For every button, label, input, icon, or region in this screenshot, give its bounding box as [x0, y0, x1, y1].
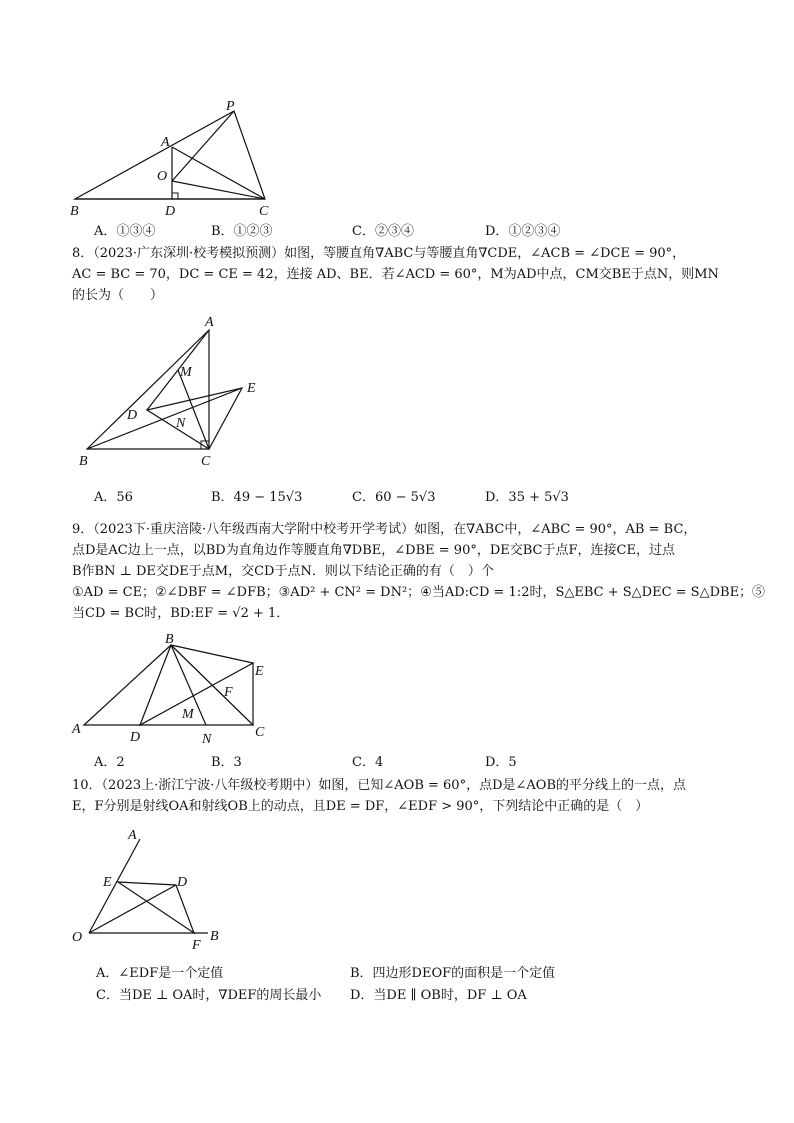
q9-option-c: C．4	[352, 755, 384, 770]
q10-label-o: O	[72, 930, 83, 945]
q8-label-e: E	[247, 381, 256, 396]
q8-label-m: M	[180, 365, 192, 380]
q9-option-d: D．5	[485, 755, 517, 770]
q7-segment-ac	[172, 147, 265, 199]
q9-option-a: A．2	[94, 755, 125, 770]
q10-label-b: B	[210, 929, 219, 944]
q8-option-d: D．35 + 5√3	[485, 490, 569, 505]
q7-label-b: B	[70, 204, 79, 219]
q9-label-e: E	[255, 664, 264, 679]
q7-option-a: A．①③④	[94, 224, 156, 239]
q8-text-line-3: 的长为（ ）	[72, 288, 164, 303]
q9-label-c: C	[255, 725, 265, 740]
q10-label-a: A	[128, 828, 137, 843]
q7-segment-op	[172, 111, 234, 181]
q10-option-b: B．四边形DEOF的面积是一个定值	[350, 966, 556, 981]
q10-label-d: D	[177, 875, 188, 890]
q8-figure	[70, 308, 280, 473]
q7-label-o: O	[157, 169, 168, 184]
q8-label-a: A	[205, 315, 214, 330]
q8-segment-be	[87, 388, 242, 449]
q7-label-d: D	[165, 204, 176, 219]
q9-text-line-5: 当CD = BC时，BD:EF = √2 + 1．	[72, 606, 290, 621]
q8-label-d: D	[127, 408, 138, 423]
q8-option-c: C．60 − 5√3	[352, 490, 436, 505]
q8-label-n: N	[176, 416, 186, 431]
q10-text-line-2: E，F分别是射线OA和射线OB上的动点，且DE = DF，∠EDF > 90°，下列结论中正确的是（ ）	[72, 799, 649, 814]
q9-text-line-4: ①AD = CE；②∠DBF = ∠DFB；③AD² + CN² = DN²；④当AD:CD = 1:2时，S△EBC + S△DEC = S△DBE；⑤	[72, 585, 766, 600]
q9-label-m: M	[182, 707, 194, 722]
q7-option-d: D．①②③④	[485, 224, 561, 239]
q9-figure	[68, 628, 280, 746]
q8-label-c: C	[201, 454, 211, 469]
q10-label-e: E	[103, 875, 112, 890]
q10-option-a: A．∠EDF是一个定值	[96, 966, 224, 981]
q9-label-n: N	[202, 732, 212, 746]
q9-label-f: F	[224, 685, 233, 700]
q9-text-line-3: B作BN ⊥ DE交DE于点M，交CD于点N．则以下结论正确的有（ ）个	[72, 564, 494, 579]
q9-text-line-2: 点D是AC边上一点，以BD为直角边作等腰直角∇DBE，∠DBE = 90°，DE交BC于点F，连接CE，过点	[72, 543, 675, 558]
q10-text-line-1: 10．（2023上·浙江宁波·八年级校考期中）如图，已知∠AOB = 60°，点D是∠AOB的平分线上的一点，点	[72, 778, 686, 793]
q8-segment-cm	[178, 370, 209, 449]
q8-label-b: B	[79, 454, 88, 469]
q7-option-b: B．①②③	[211, 224, 273, 239]
q9-label-a: A	[72, 722, 81, 737]
q10-label-f: F	[192, 938, 201, 952]
q9-triangle-dbe	[140, 645, 253, 725]
q8-triangle-cde	[147, 388, 242, 449]
q8-triangle-abc	[87, 330, 209, 449]
q9-option-b: B．3	[211, 755, 242, 770]
q7-figure	[60, 98, 290, 220]
q7-label-a: A	[161, 135, 170, 150]
q7-right-angle-mark	[172, 193, 178, 199]
q7-label-p: P	[226, 99, 235, 114]
q7-triangle-bpc	[75, 111, 265, 199]
q7-label-c: C	[259, 204, 269, 219]
q10-option-c: C．当DE ⊥ OA时，∇DEF的周长最小	[96, 988, 322, 1003]
q8-option-a: A．56	[94, 490, 133, 505]
q8-option-b: B．49 − 15√3	[211, 490, 303, 505]
q7-option-c: C．②③④	[352, 224, 414, 239]
q10-figure	[66, 822, 236, 952]
q7-segment-oc	[172, 181, 265, 199]
q9-text-line-1: 9．（2023下·重庆涪陵·八年级西南大学附中校考开学考试）如图，在∇ABC中，∠ABC = 90°，AB = BC，	[72, 522, 697, 537]
q10-option-d: D．当DE ∥ OB时，DF ⊥ OA	[350, 988, 527, 1003]
q9-label-d: D	[130, 730, 141, 745]
q8-text-line-2: AC = BC = 70，DC = CE = 42，连接 AD、BE．若∠ACD = 60°，M为AD中点，CM交BE于点N，则MN	[72, 267, 719, 282]
q9-label-b: B	[165, 632, 174, 647]
q8-text-line-1: 8．（2023·广东深圳·校考模拟预测）如图，等腰直角∇ABC与等腰直角∇CDE，∠ACB = ∠DCE = 90°，	[72, 246, 686, 261]
